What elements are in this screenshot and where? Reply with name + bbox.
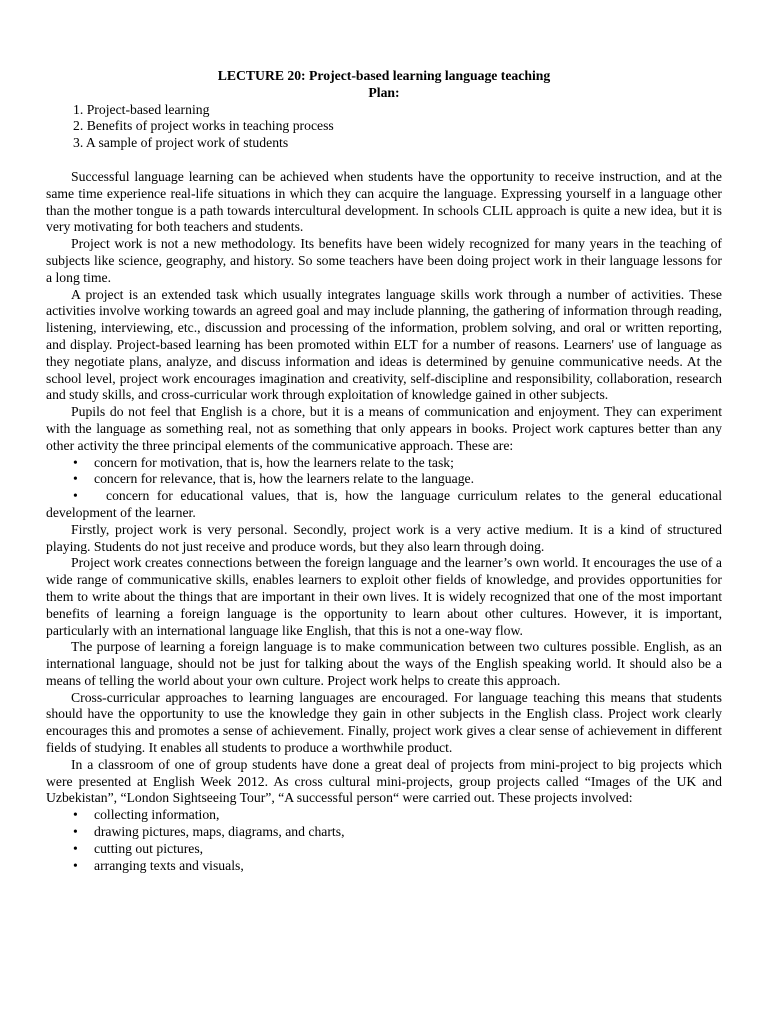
list-item	[46, 858, 722, 875]
paragraph: In a classroom of one of group students have done a great deal of projects from mini-project to big projects which were presented at English Week 2012. As cross cultural mini-projects, group projects called “Images of the UK and Uzbekistan”, “London Sightseeing Tour”, “A successful person“ were carried out. These projects involved:	[46, 756, 722, 806]
list-item	[46, 807, 722, 824]
list-item	[46, 824, 722, 841]
paragraph: Successful language learning can be achieved when students have the opportunity to receive instruction, and at the same time experience real-life situations in which they can acquire the language. Expressing yourself in a language other than the mother tongue is a path towards intercultural development. In schools CLIL approach is quite a new idea, but it is very motivating for both teachers and students.	[46, 168, 722, 235]
bullet-icon: •	[73, 454, 78, 470]
bullet-icon: •	[73, 824, 78, 840]
paragraph: Project work is not a new methodology. Its benefits have been widely recognized for many years in the teaching of subjects like science, geography, and history. So some teachers have been doing project work in their language lessons for a long time.	[46, 236, 722, 285]
bullet-icon: •	[73, 857, 78, 873]
bullet-icon: •	[73, 488, 78, 504]
list-item	[46, 841, 722, 858]
list-item	[46, 455, 722, 472]
plan-item: 3. A sample of project work of students	[73, 135, 289, 151]
list-item-text: concern for motivation, that is, how the learners relate to the task;	[94, 454, 454, 470]
bullet-icon: •	[73, 471, 78, 487]
plan-heading: Plan:	[368, 84, 400, 100]
list-item	[46, 488, 722, 522]
paragraph: Cross-curricular approaches to learning languages are encouraged. For language teaching this means that students should have the opportunity to use the knowledge they gain in other subjects in the English class. Project work clearly encourages this and promotes a sense of achievement. Finally, project work gives a clear sense of achievement in different fields of studying. It enables all students to produce a worthwhile product.	[46, 689, 722, 756]
bullet-icon: •	[73, 807, 78, 823]
list-item	[46, 471, 722, 488]
plan-item: 1. Project-based learning	[73, 101, 210, 117]
list-item-text: collecting information,	[94, 807, 220, 823]
list-item-text: cutting out pictures,	[94, 840, 204, 856]
list-item-text: concern for relevance, that is, how the learners relate to the language.	[94, 471, 475, 487]
list-item-text: drawing pictures, maps, diagrams, and charts,	[94, 824, 345, 840]
paragraph: Pupils do not feel that English is a chore, but it is a means of communication and enjoyment. They can experiment with the language as something real, not as something that only appears in books. Project work captures better than any other activity the three principal elements of the communicative approach. These are:	[46, 404, 722, 453]
list-item-text: arranging texts and visuals,	[94, 857, 244, 873]
spacer	[46, 152, 722, 169]
paragraph: Project work creates connections between the foreign language and the learner’s own world. It encourages the use of a wide range of communicative skills, enables learners to exploit other fields of knowledge, and provides opportunities for them to write about the things that are important in their own lives. It is widely recognized that one of the most important benefits of learning a foreign language is the opportunity to learn about other cultures. However, it is important, particularly with an international language like English, that this is not a one-way flow.	[46, 555, 722, 638]
paragraph: Firstly, project work is very personal. Secondly, project work is a very active medium. It is a kind of structured playing. Students do not just receive and produce words, but they also learn through doing.	[46, 521, 722, 554]
bullet-icon: •	[73, 840, 78, 856]
list-item-text: concern for educational values, that is, how the language curriculum relates to the general educational development of the learner.	[46, 488, 722, 520]
elements-list	[46, 455, 722, 522]
lecture-title: LECTURE 20: Project-based learning language teaching	[217, 68, 551, 83]
plan-list	[46, 102, 722, 152]
paragraph: The purpose of learning a foreign language is to make communication between two cultures possible. English, as an international language, should not be just for talking about the ways of the English speaking world. It should also be a means of telling the world about your own culture. Project work helps to create this approach.	[46, 639, 722, 688]
plan-item: 2. Benefits of project works in teaching process	[73, 118, 334, 134]
paragraph: A project is an extended task which usually integrates language skills work through a number of activities. These activities involve working towards an agreed goal and may include planning, the gathering of information through reading, listening, interviewing, etc., discussion and processing of the information, problem solving, and oral or written reporting, and display. Project-based learning has been promoted within ELT for a number of reasons. Learners' use of language as they negotiate plans, analyze, and discuss information and ideas is determined by genuine communicative needs. At the school level, project work encourages imagination and creativity, self-discipline and responsibility, collaboration, research and study skills, and cross-curricular work through exploitation of knowledge gained in other subjects.	[46, 286, 722, 403]
activities-list	[46, 807, 722, 874]
